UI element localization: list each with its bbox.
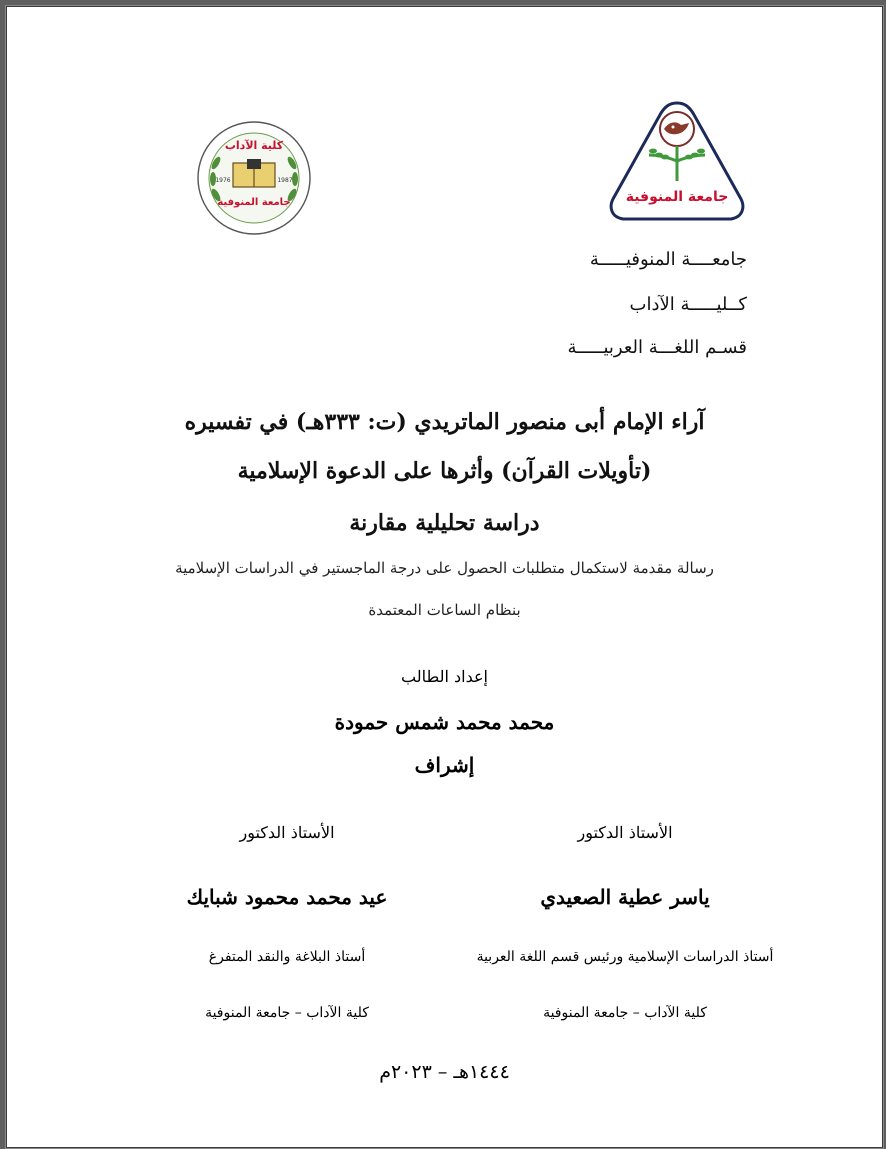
thesis-title-line-3: دراسة تحليلية مقارنة: [349, 510, 540, 536]
svg-text:1976: 1976: [215, 177, 231, 184]
faculty-logo: [195, 119, 313, 237]
thesis-title-line-1: آراء الإمام أبى منصور الماتريدي (ت: ٣٣٣هـ) في تفسيره: [184, 409, 705, 435]
document-page: [6, 6, 883, 1148]
supervisor-1-rank: الأستاذ الدكتور: [577, 823, 673, 842]
department-name: قسـم اللغـــة العربيـــــة: [567, 337, 747, 358]
supervisor-1-position: أستاذ الدراسات الإسلامية ورئيس قسم اللغة العربية: [476, 949, 774, 965]
faculty-logo-top-text: كلية الآداب: [224, 139, 284, 152]
credit-hours-note: بنظام الساعات المعتمدة: [368, 601, 521, 619]
supervisor-2-rank: الأستاذ الدكتور: [239, 823, 335, 842]
thesis-title-line-2: (تأويلات القرآن) وأثرها على الدعوة الإسلامية: [237, 458, 652, 484]
svg-text:1987: 1987: [277, 177, 293, 184]
degree-statement: رسالة مقدمة لاستكمال متطلبات الحصول على درجة الماجستير في الدراسات الإسلامية: [175, 559, 714, 577]
supervisor-2-name: عيد محمد محمود شبايك: [186, 885, 388, 909]
supervision-label: إشراف: [414, 753, 475, 777]
university-logo-text: جامعة المنوفية: [625, 189, 729, 205]
faculty-name: كــليـــــة الآداب: [629, 294, 747, 315]
faculty-logo-bottom-text: جامعة المنوفية: [217, 197, 291, 208]
supervisor-2-position: أستاذ البلاغة والنقد المتفرغ: [208, 949, 366, 965]
thesis-date: ١٤٤٤هـ – ٢٠٢٣م: [379, 1061, 510, 1083]
supervisor-2-affiliation: كلية الآداب – جامعة المنوفية: [205, 1005, 369, 1021]
prepared-by-label: إعداد الطالب: [401, 667, 488, 686]
university-name: جامعــــة المنوفيـــــة: [589, 249, 747, 270]
supervisor-1-name: ياسر عطية الصعيدي: [540, 885, 710, 909]
supervisor-1-affiliation: كلية الآداب – جامعة المنوفية: [543, 1005, 707, 1021]
university-logo: [607, 99, 747, 223]
student-name: محمد محمد شمس حمودة: [334, 710, 555, 734]
